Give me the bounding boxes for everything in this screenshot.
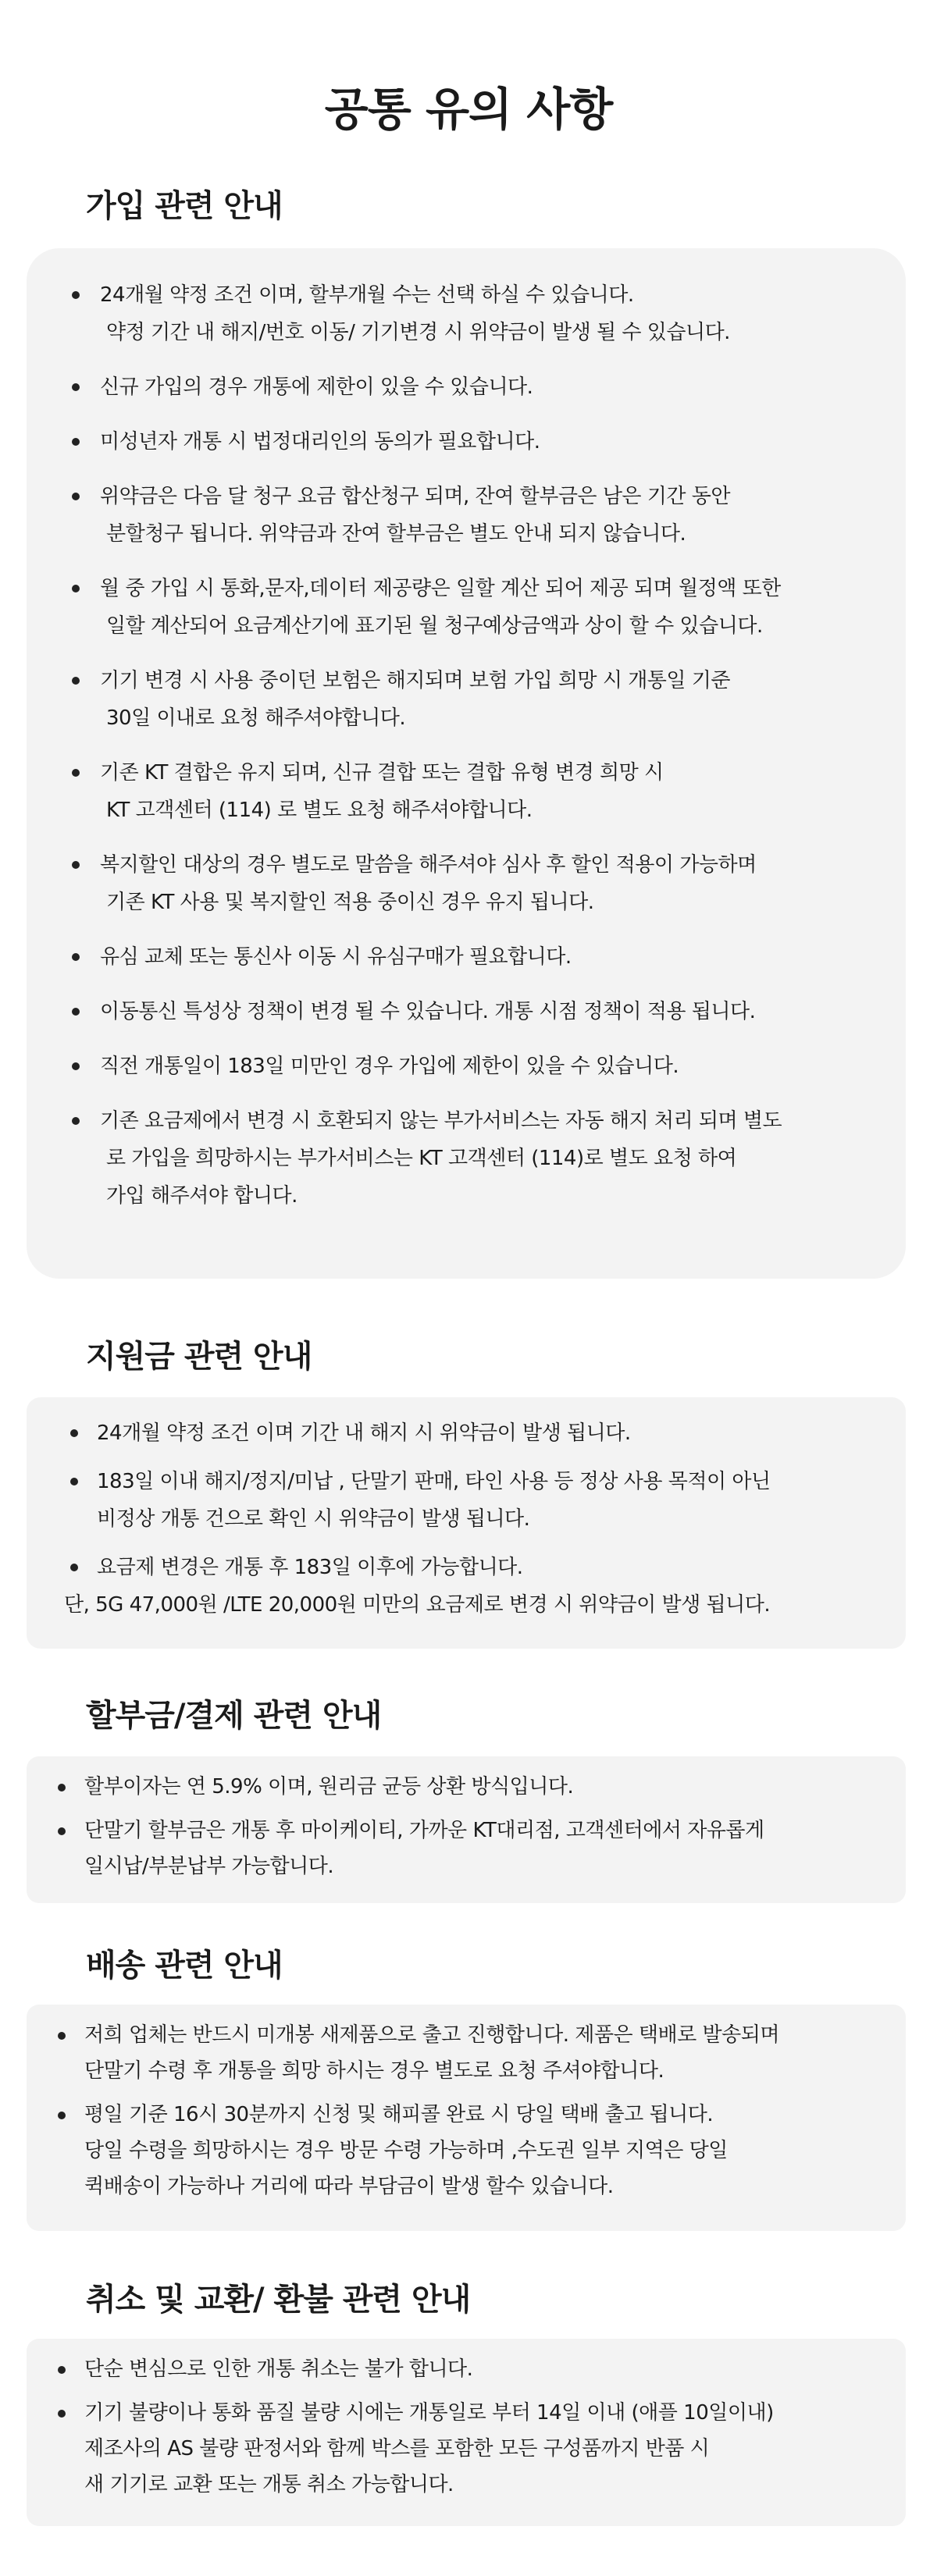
- list-item: [72, 478, 859, 553]
- list-item-text: 새 기기로 교환 또는 개통 취소 가능합니다.: [84, 2473, 454, 2496]
- list-item-text: 기존 KT 사용 및 복지할인 적용 중이신 경우 유지 됩니다.: [106, 891, 594, 914]
- list-item: [72, 1102, 859, 1215]
- list-item-text: 로 가입을 희망하시는 부가서비스는 KT 고객센터 (114)로 별도 요청 하여: [106, 1147, 737, 1170]
- list-item: [72, 662, 859, 737]
- list-item: [72, 368, 859, 406]
- list-item-text: 저희 업체는 반드시 미개봉 새제품으로 출고 진행합니다. 제품은 택배로 발송되며: [84, 2023, 779, 2047]
- list-item-text: 위약금은 다음 달 청구 요금 합산청구 되며, 잔여 할부금은 남은 기간 동안: [100, 485, 731, 508]
- list-item-text: 단순 변심으로 인한 개통 취소는 불가 합니다.: [84, 2357, 473, 2381]
- delivery-info-list: [58, 2017, 878, 2204]
- bullet-icon: [58, 2032, 66, 2040]
- payment-info-list: [58, 1769, 878, 1884]
- bullet-icon: [70, 1564, 78, 1571]
- list-item: [72, 1048, 859, 1085]
- list-item-text: 183일 이내 해지/정지/미납 , 단말기 판매, 타인 사용 등 정상 사용 목적이 아닌: [97, 1470, 771, 1493]
- bullet-icon: [72, 677, 80, 685]
- bullet-icon: [72, 585, 80, 592]
- bullet-icon: [58, 1784, 66, 1791]
- list-item-text: 24개월 약정 조건 이며 기간 내 해지 시 위약금이 발생 됩니다.: [97, 1421, 631, 1445]
- bullet-icon: [72, 1117, 80, 1125]
- section-title-signup: 가입 관련 안내: [86, 188, 283, 224]
- list-item-text: 기존 요금제에서 변경 시 호환되지 않는 부가서비스는 자동 해지 처리 되며 별도: [100, 1109, 782, 1133]
- signup-info-list: [72, 276, 859, 1215]
- refund-info-list: [58, 2351, 878, 2503]
- page-title: 공통 유의 사항: [324, 83, 613, 136]
- bullet-icon: [72, 1008, 80, 1016]
- list-item-text: 복지할인 대상의 경우 별도로 말씀을 해주셔야 심사 후 할인 적용이 가능하며: [100, 853, 757, 877]
- list-item-text: 일시납/부분납부 가능합니다.: [84, 1855, 334, 1878]
- bullet-icon: [72, 438, 80, 446]
- list-item: [72, 276, 859, 351]
- signup-info-card: [27, 248, 906, 1279]
- section-title-refund: 취소 및 교환/ 환불 관련 안내: [86, 2282, 471, 2318]
- list-item-text: 분할청구 됩니다. 위약금과 잔여 할부금은 별도 안내 되지 않습니다.: [106, 522, 686, 546]
- list-item-text: 기존 KT 결합은 유지 되며, 신규 결합 또는 결합 유형 변경 희망 시: [100, 761, 664, 785]
- bullet-icon: [72, 861, 80, 869]
- list-item-text: 일할 계산되어 요금계산기에 표기된 월 청구예상금액과 상이 할 수 있습니다.: [106, 614, 763, 638]
- list-item-text: 신규 가입의 경우 개통에 제한이 있을 수 있습니다.: [100, 375, 533, 399]
- list-item-text: 단, 5G 47,000원 /LTE 20,000원 미만의 요금제로 변경 시 위약금이 발생 됩니다.: [64, 1593, 771, 1617]
- bullet-icon: [58, 2112, 66, 2119]
- list-item: [64, 1549, 878, 1624]
- list-item-text: 24개월 약정 조건 이며, 할부개월 수는 선택 하실 수 있습니다.: [100, 283, 634, 307]
- list-item-text: 미성년자 개통 시 법정대리인의 동의가 필요합니다.: [100, 430, 540, 454]
- bullet-icon: [72, 1062, 80, 1070]
- list-item: [58, 1813, 878, 1884]
- bullet-icon: [58, 2366, 66, 2374]
- bullet-icon: [58, 2410, 66, 2418]
- list-item: [72, 846, 859, 921]
- list-item: [72, 423, 859, 461]
- list-item-text: 기기 불량이나 통화 품질 불량 시에는 개통일로 부터 14일 이내 (애플 10일이내): [84, 2401, 774, 2425]
- subsidy-info-list: [64, 1414, 878, 1624]
- list-item-text: 직전 개통일이 183일 미만인 경우 가입에 제한이 있을 수 있습니다.: [100, 1055, 679, 1078]
- section-title-delivery: 배송 관련 안내: [86, 1948, 283, 1984]
- list-item: [58, 2097, 878, 2204]
- list-item-text: 기기 변경 시 사용 중이던 보험은 해지되며 보험 가입 희망 시 개통일 기준: [100, 669, 731, 692]
- list-item-text: 요금제 변경은 개통 후 183일 이후에 가능합니다.: [97, 1556, 523, 1579]
- section-title-payment: 할부금/결제 관련 안내: [86, 1698, 382, 1734]
- list-item-text: 퀵배송이 가능하나 거리에 따라 부담금이 발생 할수 있습니다.: [84, 2175, 614, 2198]
- list-item-text: 유심 교체 또는 통신사 이동 시 유심구매가 필요합니다.: [100, 945, 572, 969]
- list-item-text: 이동통신 특성상 정책이 변경 될 수 있습니다. 개통 시점 정책이 적용 됩니다.: [100, 1000, 756, 1023]
- payment-info-card: [27, 1756, 906, 1903]
- bullet-icon: [58, 1827, 66, 1835]
- bullet-icon: [70, 1478, 78, 1485]
- list-item-text: 단말기 수령 후 개통을 희망 하시는 경우 별도로 요청 주셔야합니다.: [84, 2059, 664, 2083]
- bullet-icon: [72, 953, 80, 961]
- list-item: [72, 938, 859, 976]
- list-item-text: 비정상 개통 건으로 확인 시 위약금이 발생 됩니다.: [97, 1507, 530, 1531]
- bullet-icon: [72, 291, 80, 299]
- list-item: [72, 993, 859, 1030]
- list-item: [72, 570, 859, 645]
- list-item-text: 제조사의 AS 불량 판정서와 함께 박스를 포함한 모든 구성품까지 반품 시: [84, 2437, 710, 2460]
- bullet-icon: [70, 1429, 78, 1437]
- list-item: [58, 1769, 878, 1805]
- list-item-text: 약정 기간 내 해지/번호 이동/ 기기변경 시 위약금이 발생 될 수 있습니다.: [106, 321, 730, 344]
- list-item: [70, 1414, 878, 1452]
- delivery-info-card: [27, 2005, 906, 2231]
- list-item-text: KT 고객센터 (114) 로 별도 요청 해주셔야합니다.: [106, 799, 533, 822]
- list-item-text: 단말기 할부금은 개통 후 마이케이티, 가까운 KT대리점, 고객센터에서 자유롭게: [84, 1819, 764, 1842]
- list-item-text: 평일 기준 16시 30분까지 신청 및 해피콜 완료 시 당일 택배 출고 됩니다.: [84, 2103, 714, 2126]
- list-item-text: 가입 해주셔야 합니다.: [106, 1184, 297, 1208]
- list-item-text: 30일 이내로 요청 해주셔야합니다.: [106, 706, 406, 730]
- subsidy-info-card: [27, 1397, 906, 1649]
- list-item: [70, 1463, 878, 1538]
- refund-info-card: [27, 2339, 906, 2526]
- bullet-icon: [72, 493, 80, 500]
- list-item-text: 당일 수령을 희망하시는 경우 방문 수령 가능하며 ,수도권 일부 지역은 당일: [84, 2139, 728, 2162]
- list-item: [58, 2351, 878, 2387]
- section-title-subsidy: 지원금 관련 안내: [86, 1339, 312, 1375]
- bullet-icon: [72, 769, 80, 777]
- list-item-text: 할부이자는 연 5.9% 이며, 원리금 균등 상환 방식입니다.: [84, 1775, 574, 1799]
- bullet-icon: [72, 383, 80, 391]
- list-item: [72, 754, 859, 829]
- list-item: [58, 2017, 878, 2089]
- list-item: [58, 2395, 878, 2503]
- list-item-text: 월 중 가입 시 통화,문자,데이터 제공량은 일할 계산 되어 제공 되며 월정액 또한: [100, 577, 781, 600]
